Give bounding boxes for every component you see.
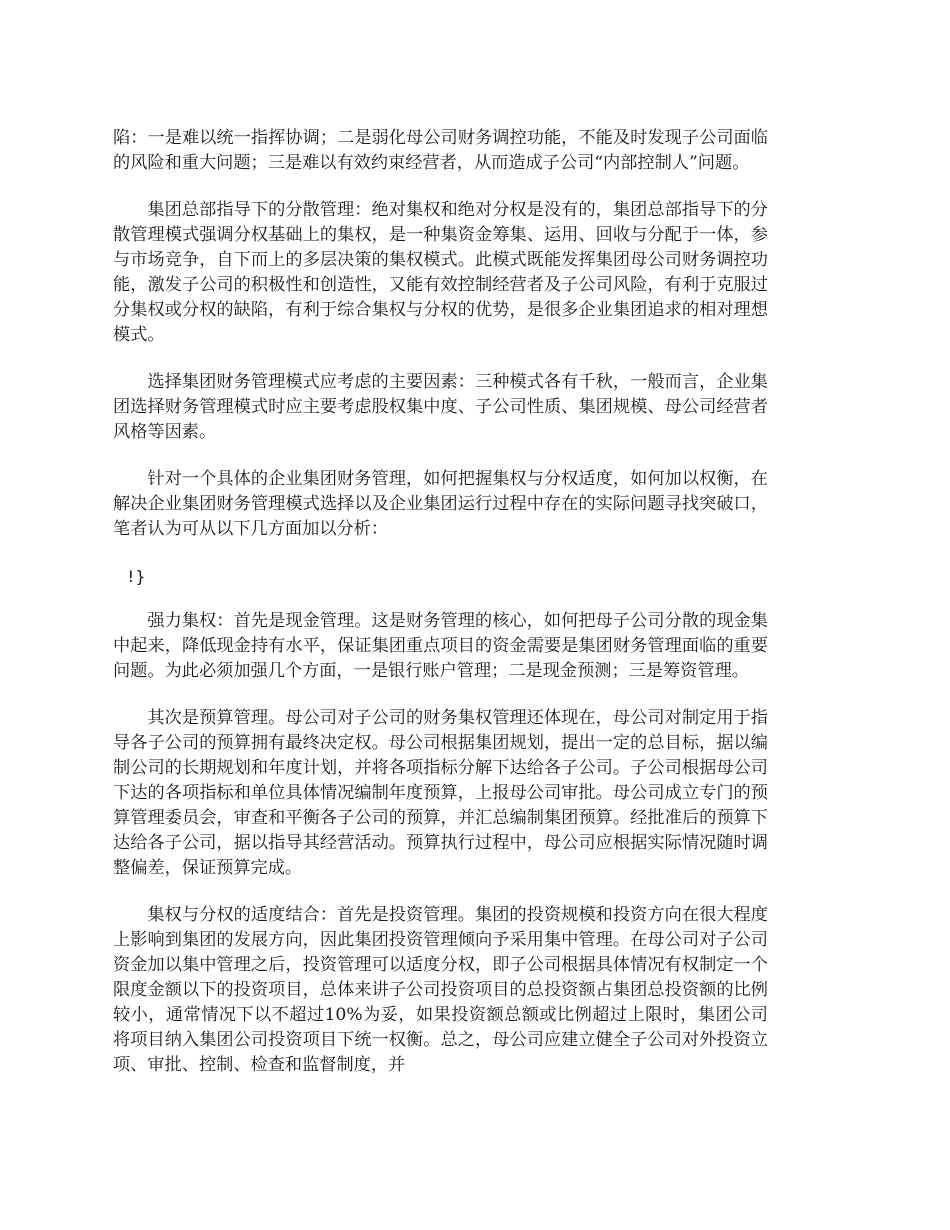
paragraph-budget-management: 其次是预算管理。母公司对子公司的财务集权管理还体现在，母公司对制定用于指导各子公司的预算拥有最终决定权。母公司根据集团规划，提出一定的总目标，据以编制公司的长期规划和年度计划，并将各项指标分解下达给各子公司。子公司根据母公司下达的各项指标和单位具体情况编制年度预算，上报母公司审批。母公司成立专门的预算管理委员会，审查和平衡各子公司的预算，并汇总编制集团预算。经批准后的预算下达给各子公司，据以指导其经营活动。预算执行过程中，母公司应根据实际情况随时调整偏差，保证预算完成。 (113, 708, 768, 878)
paragraph-investment-management: 集权与分权的适度结合：首先是投资管理。集团的投资规模和投资方向在很大程度上影响到集团的发展方向，因此集团投资管理倾向予采用集中管理。在母公司对子公司资金加以集中管理之后，投资管理可以适度分权，即子公司根据具体情况有权制定一个限度金额以下的投资项目，总体来讲子公司投资项目的总投资额占集团总投资额的比例较小，通常情况下以不超过10%为妥，如果投资额总额或比例超过上限时，集团公司将项目纳入集团公司投资项目下统一权衡。总之，母公司应建立健全子公司对外投资立项、审批、控制、检查和监督制度，并 (113, 905, 768, 1075)
paragraph-decentralization-drawbacks: 陷：一是难以统一指挥协调；二是弱化母公司财务调控功能，不能及时发现子公司面临的风险和重大问题；三是难以有效约束经营者，从而造成子公司“内部控制人”问题。 (113, 128, 768, 173)
paragraph-analysis-intro: 针对一个具体的企业集团财务管理，如何把握集权与分权适度，如何加以权衡，在解决企业集团财务管理模式选择以及企业集团运行过程中存在的实际问题寻找突破口，笔者认为可从以下几方面加以分析： (113, 469, 768, 539)
document-page (113, 126, 768, 1100)
paragraph-selection-factors: 选择集团财务管理模式应考虑的主要因素：三种模式各有千秋，一般而言，企业集团选择财务管理模式时应主要考虑股权集中度、子公司性质、集团规模、母公司经营者风格等因素。 (113, 372, 768, 442)
paragraph-cash-management: 强力集权：首先是现金管理。这是财务管理的核心，如何把母子公司分散的现金集中起来，降低现金持有水平，保证集团重点项目的资金需要是集团财务管理面临的重要问题。为此必须加强几个方面，一是银行账户管理；二是现金预测；三是筹资管理。 (113, 611, 768, 681)
paragraph-guided-decentralization: 集团总部指导下的分散管理：绝对集权和绝对分权是没有的，集团总部指导下的分散管理模式强调分权基础上的集权，是一种集资金筹集、运用、回收与分配于一体，参与市场竞争，自下而上的多层决策的集权模式。此模式既能发挥集团母公司财务调控功能，激发子公司的积极性和创造性，又能有效控制经营者及子公司风险，有利于克服过分集权或分权的缺陷，有利于综合集权与分权的优势，是很多企业集团追求的相对理想模式。 (113, 200, 768, 345)
stray-marker-text: !} (126, 567, 146, 586)
